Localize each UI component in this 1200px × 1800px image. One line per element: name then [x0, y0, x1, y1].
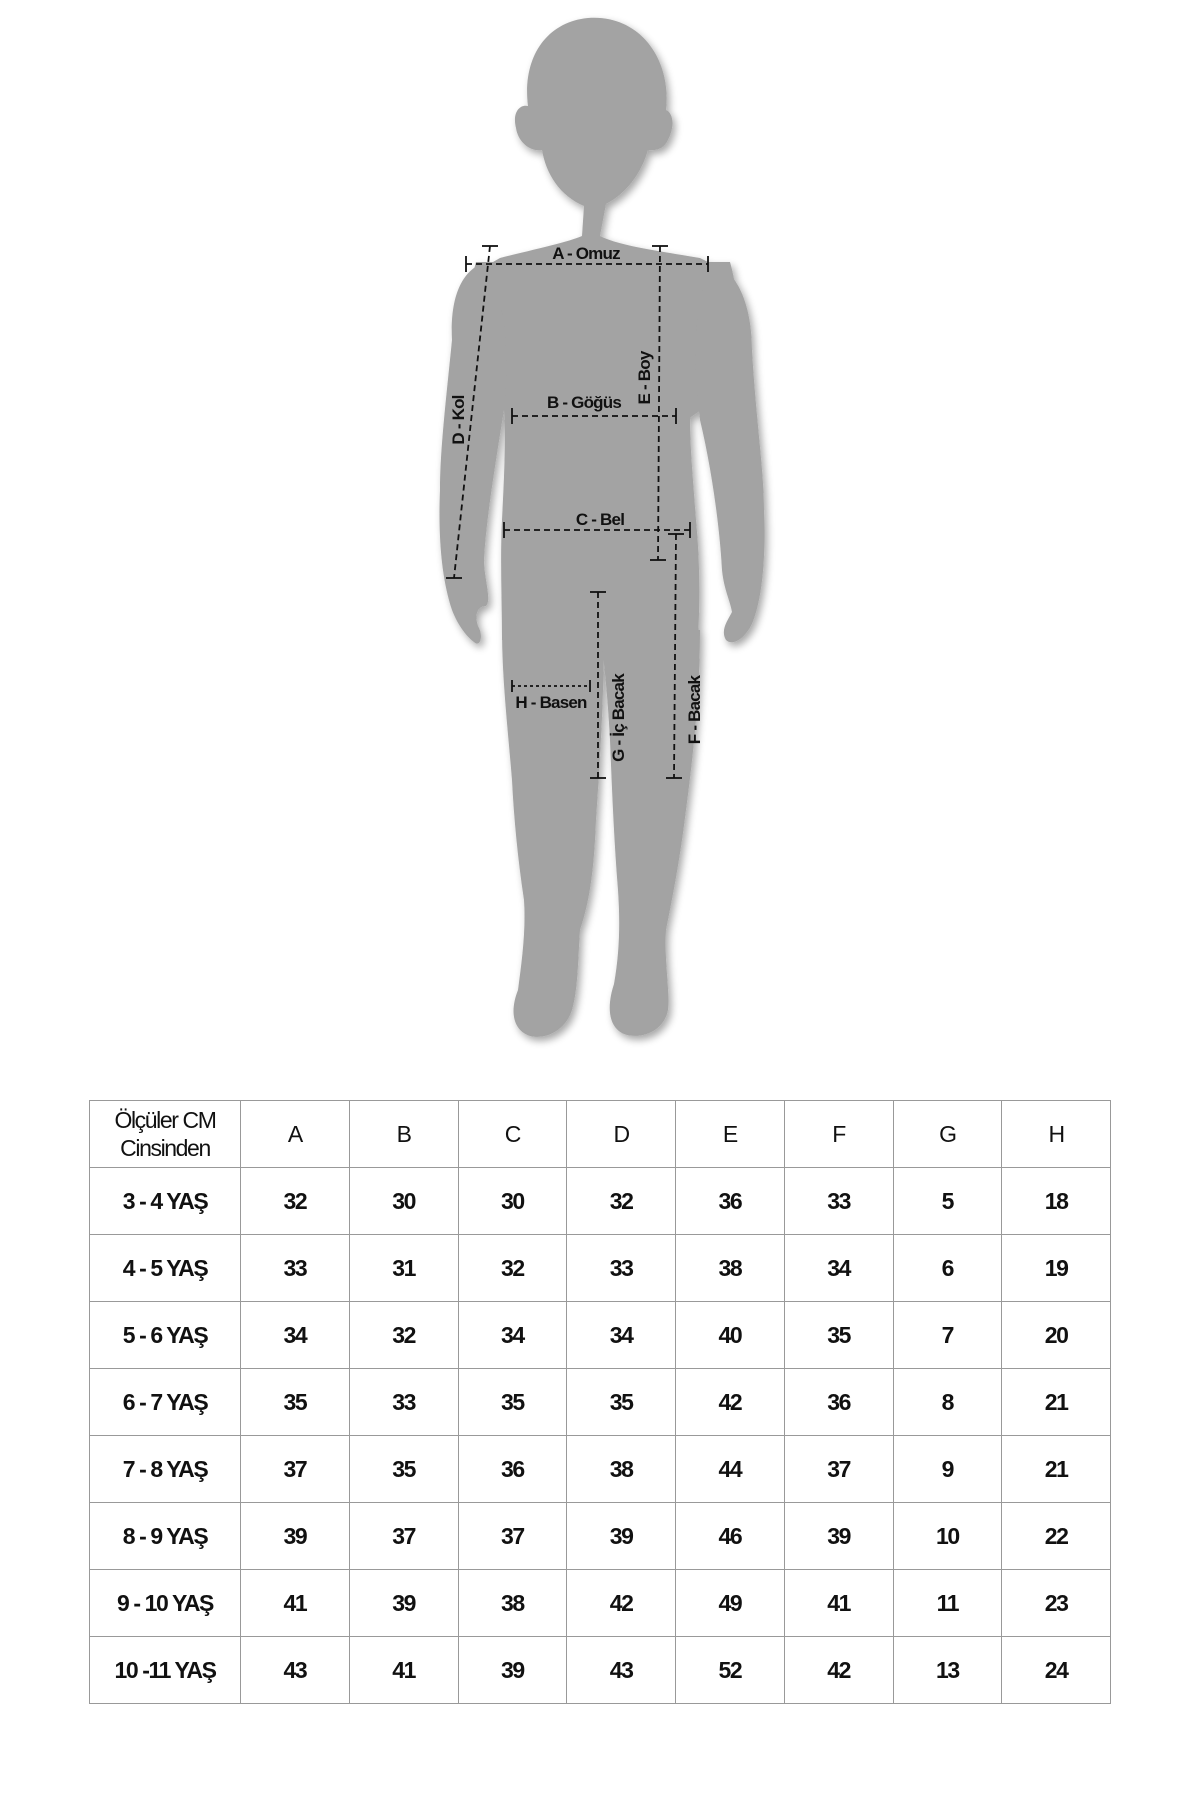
value-cell-h: 23 [1002, 1570, 1111, 1637]
value-cell-e: 49 [676, 1570, 785, 1637]
column-header-b: B [349, 1101, 458, 1168]
value-cell-f: 39 [784, 1503, 893, 1570]
value-cell-g: 10 [893, 1503, 1002, 1570]
value-cell-h: 21 [1002, 1369, 1111, 1436]
size-table-body [90, 1168, 1111, 1704]
value-cell-g: 5 [893, 1168, 1002, 1235]
table-row [90, 1570, 1111, 1637]
table-header-row [90, 1101, 1111, 1168]
value-cell-f: 41 [784, 1570, 893, 1637]
header-measurements-cm [90, 1101, 241, 1168]
value-cell-h: 20 [1002, 1302, 1111, 1369]
bacak-label: F - Bacak [685, 675, 704, 745]
value-cell-g: 13 [893, 1637, 1002, 1704]
value-cell-h: 18 [1002, 1168, 1111, 1235]
left-arm-shape [440, 262, 507, 644]
value-cell-g: 6 [893, 1235, 1002, 1302]
basen-label: H - Basen [515, 693, 587, 712]
value-cell-a: 32 [241, 1168, 350, 1235]
value-cell-c: 35 [458, 1369, 567, 1436]
value-cell-h: 19 [1002, 1235, 1111, 1302]
value-cell-b: 31 [349, 1235, 458, 1302]
value-cell-d: 33 [567, 1235, 676, 1302]
column-header-e: E [676, 1101, 785, 1168]
value-cell-f: 37 [784, 1436, 893, 1503]
value-cell-h: 21 [1002, 1436, 1111, 1503]
value-cell-b: 37 [349, 1503, 458, 1570]
value-cell-d: 38 [567, 1436, 676, 1503]
column-header-c: C [458, 1101, 567, 1168]
value-cell-a: 41 [241, 1570, 350, 1637]
value-cell-g: 8 [893, 1369, 1002, 1436]
value-cell-b: 30 [349, 1168, 458, 1235]
age-cell: 10 -11 YAŞ [90, 1637, 241, 1704]
value-cell-a: 34 [241, 1302, 350, 1369]
value-cell-h: 24 [1002, 1637, 1111, 1704]
value-cell-d: 43 [567, 1637, 676, 1704]
age-cell: 7 - 8 YAŞ [90, 1436, 241, 1503]
gogus-label: B - Göğüs [546, 393, 622, 412]
header-line-1: Ölçüler CM [114, 1107, 216, 1133]
table-row [90, 1302, 1111, 1369]
table-row [90, 1369, 1111, 1436]
value-cell-e: 44 [676, 1436, 785, 1503]
value-cell-e: 36 [676, 1168, 785, 1235]
value-cell-e: 46 [676, 1503, 785, 1570]
value-cell-b: 33 [349, 1369, 458, 1436]
value-cell-d: 34 [567, 1302, 676, 1369]
age-cell: 6 - 7 YAŞ [90, 1369, 241, 1436]
column-header-g: G [893, 1101, 1002, 1168]
value-cell-b: 41 [349, 1637, 458, 1704]
omuz-label: A - Omuz [552, 244, 620, 263]
value-cell-f: 34 [784, 1235, 893, 1302]
bel-label: C - Bel [575, 510, 625, 529]
value-cell-d: 32 [567, 1168, 676, 1235]
value-cell-a: 43 [241, 1637, 350, 1704]
table-row [90, 1168, 1111, 1235]
value-cell-f: 36 [784, 1369, 893, 1436]
value-cell-a: 35 [241, 1369, 350, 1436]
ic-bacak-label: G - İç Bacak [609, 674, 628, 762]
value-cell-f: 42 [784, 1637, 893, 1704]
column-header-f: F [784, 1101, 893, 1168]
column-header-h: H [1002, 1101, 1111, 1168]
value-cell-g: 11 [893, 1570, 1002, 1637]
age-cell: 3 - 4 YAŞ [90, 1168, 241, 1235]
value-cell-e: 52 [676, 1637, 785, 1704]
value-cell-c: 38 [458, 1570, 567, 1637]
table-row [90, 1235, 1111, 1302]
value-cell-c: 36 [458, 1436, 567, 1503]
value-cell-f: 35 [784, 1302, 893, 1369]
value-cell-e: 42 [676, 1369, 785, 1436]
value-cell-c: 34 [458, 1302, 567, 1369]
header-line-2: Cinsinden [120, 1135, 210, 1161]
value-cell-d: 39 [567, 1503, 676, 1570]
age-cell: 5 - 6 YAŞ [90, 1302, 241, 1369]
value-cell-e: 40 [676, 1302, 785, 1369]
value-cell-a: 39 [241, 1503, 350, 1570]
column-header-d: D [567, 1101, 676, 1168]
size-chart-table [89, 1100, 1111, 1704]
value-cell-g: 7 [893, 1302, 1002, 1369]
value-cell-a: 37 [241, 1436, 350, 1503]
age-cell: 9 - 10 YAŞ [90, 1570, 241, 1637]
value-cell-d: 42 [567, 1570, 676, 1637]
size-table-container [89, 1100, 1111, 1704]
value-cell-f: 33 [784, 1168, 893, 1235]
table-row [90, 1436, 1111, 1503]
value-cell-e: 38 [676, 1235, 785, 1302]
value-cell-c: 30 [458, 1168, 567, 1235]
value-cell-c: 37 [458, 1503, 567, 1570]
table-row [90, 1503, 1111, 1570]
value-cell-h: 22 [1002, 1503, 1111, 1570]
column-header-a: A [241, 1101, 350, 1168]
value-cell-c: 32 [458, 1235, 567, 1302]
value-cell-b: 32 [349, 1302, 458, 1369]
age-cell: 4 - 5 YAŞ [90, 1235, 241, 1302]
boy-label: E - Boy [635, 351, 654, 405]
value-cell-a: 33 [241, 1235, 350, 1302]
table-row [90, 1637, 1111, 1704]
value-cell-b: 39 [349, 1570, 458, 1637]
value-cell-b: 35 [349, 1436, 458, 1503]
head-shape [486, 18, 716, 266]
left-leg-shape [502, 630, 604, 1037]
value-cell-g: 9 [893, 1436, 1002, 1503]
value-cell-c: 39 [458, 1637, 567, 1704]
age-cell: 8 - 9 YAŞ [90, 1503, 241, 1570]
kol-label: D - Kol [449, 395, 468, 445]
right-arm-shape [696, 262, 765, 642]
value-cell-d: 35 [567, 1369, 676, 1436]
